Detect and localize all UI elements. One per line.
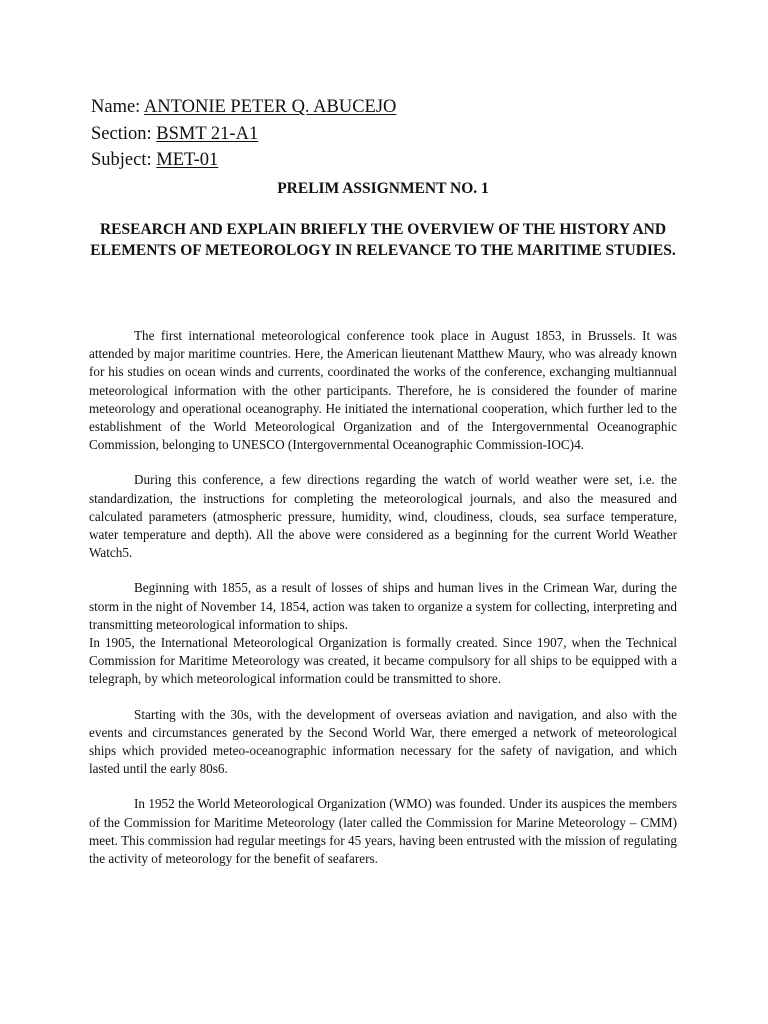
subject-label: Subject: <box>91 150 157 170</box>
paragraph: In 1905, the International Meteorological Organization is formally created. Since 1907, when the Technical Commission for Maritime Meteorology was created, it became compulsory for all ships to be equipped with a telegraph, by which meteorological information could be transmitted to shore. <box>89 635 677 687</box>
section-value: BSMT 21-A1 <box>156 123 259 144</box>
main-heading: RESEARCH AND EXPLAIN BRIEFLY THE OVERVIEW OF THE HISTORY AND ELEMENTS OF METEOROLOGY IN RELEVANCE TO THE MARITIME STUDIES. <box>90 221 676 259</box>
paragraph: Beginning with 1855, as a result of losses of ships and human lives in the Crimean War, during the storm in the night of November 14, 1854, action was taken to organize a system for collecting, interpreting and transmitting meteorological information to ships. <box>89 580 677 632</box>
student-info-header <box>91 94 691 174</box>
section-label: Section: <box>91 123 157 144</box>
paragraph: Starting with the 30s, with the development of overseas aviation and navigation, and also with the events and circumstances generated by the Second World War, there emerged a network of meteorological ships which provided meteo-oceanographic information necessary for the safety of navigation, and which lasted until the early 80s6. <box>89 706 677 777</box>
name-value: ANTONIE PETER Q. ABUCEJO <box>143 97 397 117</box>
subject-value: MET-01 <box>156 150 219 170</box>
assignment-title: PRELIM ASSIGNMENT NO. 1 <box>277 180 489 197</box>
title-block <box>89 178 677 261</box>
name-line <box>91 94 691 121</box>
document-body <box>89 327 677 868</box>
section-line <box>91 121 691 148</box>
name-label: Name: <box>91 97 144 117</box>
subject-line <box>91 147 691 174</box>
paragraph: In 1952 the World Meteorological Organization (WMO) was founded. Under its auspices the members of the Commission for Maritime Meteorology (later called the Commission for Marine Meteorology – CMM) meet. This commission had regular meetings for 45 years, having been entrusted with the mission of regulating the activity of meteorology for the benefit of seafarers. <box>89 796 677 867</box>
paragraph: The first international meteorological conference took place in August 1853, in Brussels. It was attended by major maritime countries. Here, the American lieutenant Matthew Maury, who was already known for his studies on ocean winds and currents, coordinated the works of the conference, exchanging multiannual meteorological information with the other participants. Therefore, he is considered the founder of marine meteorology and operational oceanography. He initiated the international cooperation, which further led to the establishment of the World Meteorological Organization and of the Intergovernmental Oceanographic Commission, belonging to UNESCO (Intergovernmental Oceanographic Commission-IOC)4. <box>89 328 677 453</box>
paragraph: During this conference, a few directions regarding the watch of world weather were set, i.e. the standardization, the instructions for completing the meteorological journals, and also the measured and calculated parameters (atmospheric pressure, humidity, wind, cloudiness, clouds, sea surface temperature, water temperature and depth). All the above were considered as a beginning for the current World Weather Watch5. <box>89 472 677 561</box>
